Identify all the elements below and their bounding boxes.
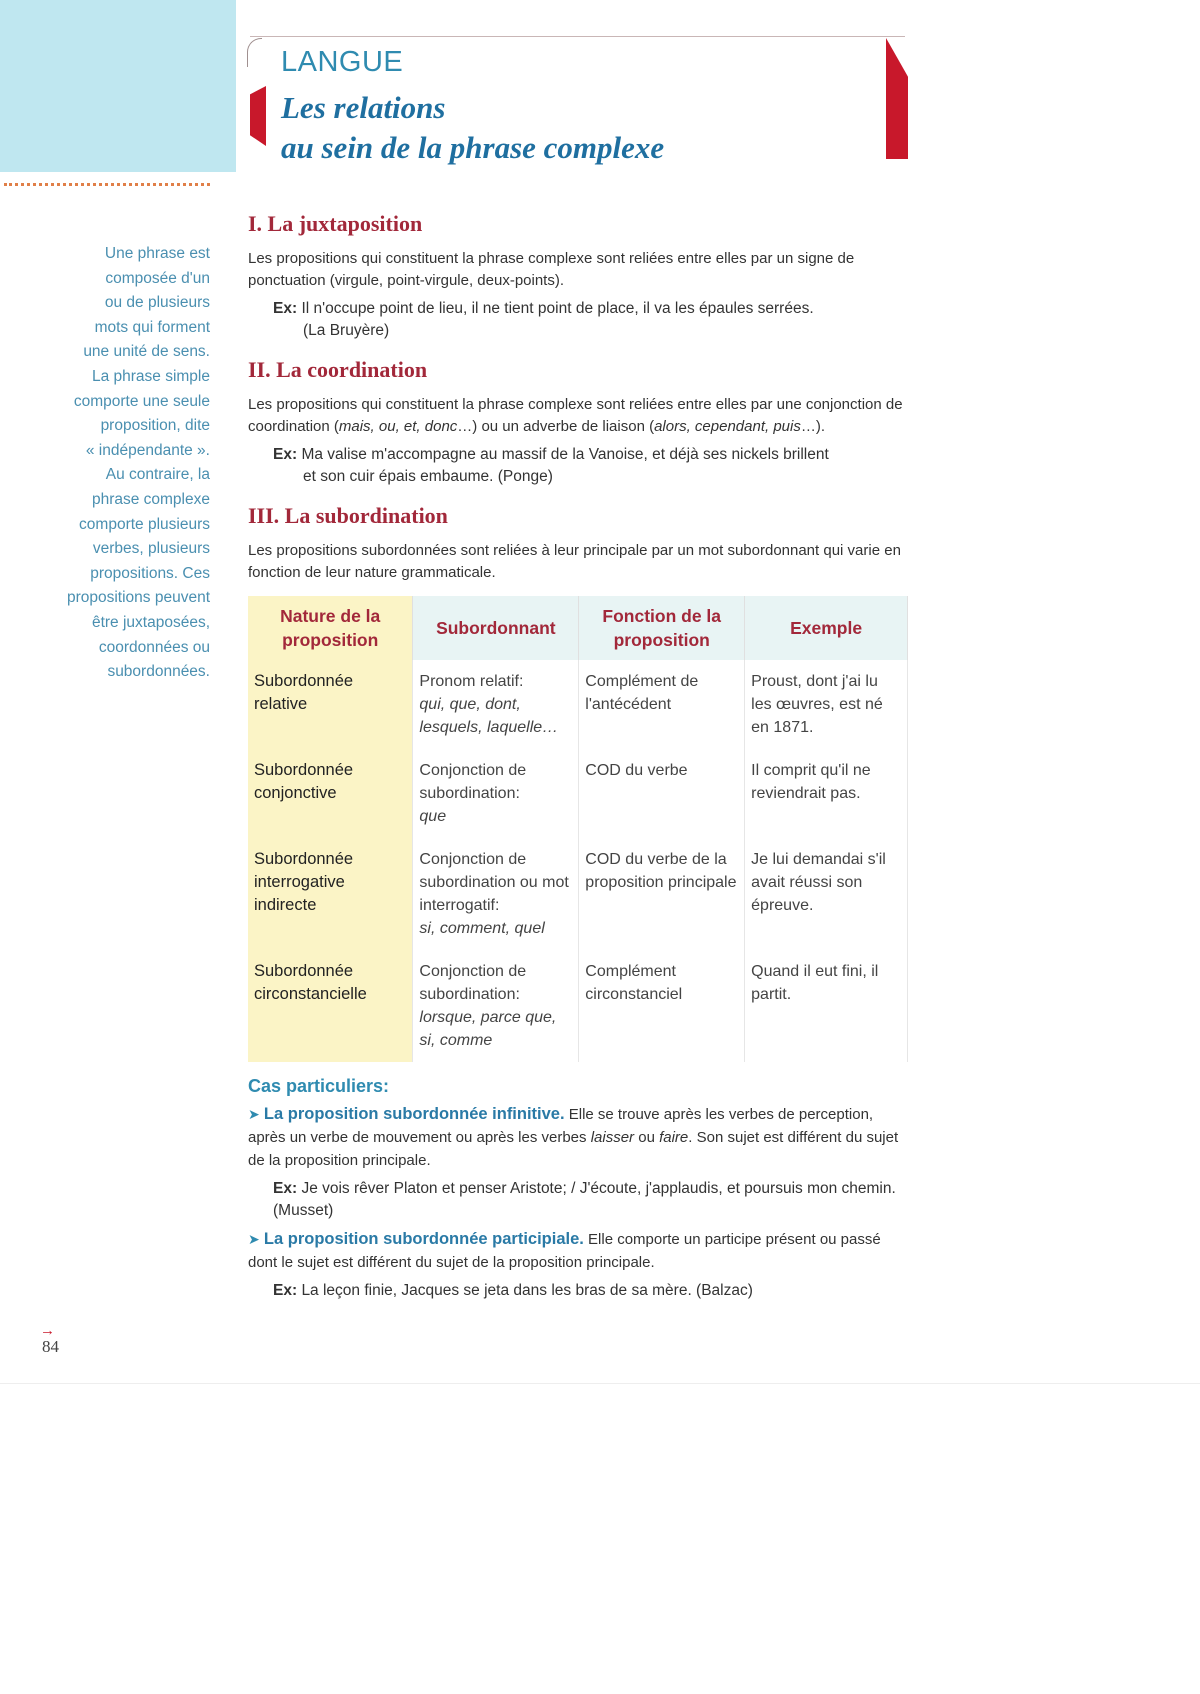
table-row [248,838,908,950]
example-text: Il n'occupe point de lieu, il ne tient point de place, il va les épaules serrées. [301,300,814,317]
exemple-cell: Il comprit qu'il ne reviendrait pas. [745,749,908,838]
arrow-icon: ➤ [248,1106,260,1122]
subordonnant-cell [413,749,579,838]
sidebar-line: comporte plusieurs [79,515,210,533]
participiale-example [248,1280,908,1302]
sidebar-line: mots qui forment [94,318,210,336]
subordonnant-cell [413,838,579,950]
sidebar-line: proposition, dite [100,417,210,435]
subordonnant-examples: qui, que, dont, lesquels, laquelle… [419,696,559,736]
infinitive-verb: laisser [590,1129,635,1146]
sidebar-line: composée d'un [105,269,210,287]
nature-cell: Subordonnée relative [248,660,413,749]
table-row [248,660,908,749]
coordination-example [248,444,908,488]
exemple-cell: Je lui demandai s'il avait réussi son épreuve. [745,838,908,950]
example-text: Ma valise m'accompagne au massif de la Vanoise, et déjà ses nickels brillent [301,446,829,463]
sidebar-line: ou de plusieurs [104,294,210,312]
participiale-item [248,1228,908,1274]
sidebar-line: verbes, plusieurs [92,540,210,558]
heading-juxtaposition: I. La juxtaposition [248,211,423,236]
table-row [248,950,908,1062]
sidebar-line: La phrase simple [91,367,210,385]
infinitive-text: ou [634,1129,660,1146]
coordination-adverbs: alors, cependant, puis [654,418,801,435]
fonction-cell: Complément circonstanciel [579,950,745,1062]
sidebar-definition [0,242,210,685]
sidebar-line: propositions peuvent [66,589,210,607]
arrow-icon: ➤ [248,1231,260,1247]
subordination-table [248,596,908,1062]
infinitive-text: . Son sujet est différent du sujet de la proposition principale. [248,1129,899,1169]
heading-coordination: II. La coordination [248,357,428,382]
coordination-text-part: …) ou un adverbe de liaison ( [457,418,655,435]
subordonnant-text: Conjonction de subordination ou mot interrogatif: [419,851,569,914]
juxtaposition-text: Les propositions qui constituent la phrase complexe sont reliées entre elles par un signe de ponctuation (virgule, point-virgule, deux-points). [248,250,855,289]
subordonnant-examples: que [419,808,447,825]
title-line-1: Les relations [281,90,446,125]
exemple-cell: Proust, dont j'ai lu les œuvres, est né en 1871. [745,660,908,749]
infinitive-verb: faire [659,1129,689,1146]
subordonnant-text: Pronom relatif: [419,673,524,690]
table-header-row [248,596,908,660]
example-text: La leçon finie, Jacques se jeta dans les bras de sa mère. (Balzac) [301,1282,753,1299]
page-arrow-icon: → [40,1322,55,1339]
sidebar-line: propositions. Ces [90,564,210,582]
section-label: LANGUE [281,46,404,78]
infinitive-lead: La proposition subordonnée infinitive. [263,1105,565,1123]
nature-cell: Subordonnée conjonctive [248,749,413,838]
fonction-cell: Complément de l'antécédent [579,660,745,749]
nature-cell: Subordonnée circonstancielle [248,950,413,1062]
coordination-conjunctions: mais, ou, et, donc [338,418,458,435]
sidebar-line: Une phrase est [104,245,210,262]
main-content [248,210,908,1302]
title-line-2: au sein de la phrase complexe [281,130,665,165]
column-header: Nature de la proposition [248,596,413,660]
coordination-text [248,394,908,438]
column-header: Exemple [745,596,908,660]
fonction-cell: COD du verbe de la proposition principale [579,838,745,950]
participiale-lead: La proposition subordonnée participiale. [263,1230,584,1248]
column-header: Subordonnant [413,596,579,660]
page-bottom-edge [0,1383,1200,1384]
sidebar-line: phrase complexe [91,490,210,508]
special-cases-title: Cas particuliers: [248,1076,390,1096]
subordonnant-text: Conjonction de subordination: [419,963,527,1003]
table-row [248,749,908,838]
infinitive-item [248,1103,908,1172]
example-source: et son cuir épais embaume. (Ponge) [303,468,553,485]
subordination-text: Les propositions subordonnées sont reliées à leur principale par un mot subordonnant qui varie en fonction de leur nature grammaticale. [248,542,901,581]
subordonnant-text: Conjonction de subordination: [419,762,527,802]
infinitive-example [248,1178,908,1222]
subordonnant-cell [413,660,579,749]
coordination-text-part: Les propositions qui constituent la phrase complexe sont reliées entre elles par une conjonction de coordination ( [248,396,903,435]
fonction-cell: COD du verbe [579,749,745,838]
subordonnant-examples: lorsque, parce que, si, comme [419,1009,557,1049]
sidebar-line: comporte une seule [73,392,210,410]
nature-cell: Subordonnée interrogative indirecte [248,838,413,950]
heading-subordination: III. La subordination [248,503,448,528]
sidebar-line: subordonnées. [107,663,210,681]
example-source: (La Bruyère) [303,322,390,339]
example-label: Ex: [273,1282,298,1299]
example-text: Je vois rêver Platon et penser Aristote; / J'écoute, j'applaudis, et poursuis mon chemin. (Musset) [273,1180,896,1219]
sidebar-line: coordonnées ou [98,638,210,656]
example-label: Ex: [273,1180,298,1197]
column-header: Fonction de la proposition [579,596,745,660]
example-label: Ex: [273,446,298,463]
subordonnant-cell [413,950,579,1062]
sidebar-line: une unité de sens. [83,343,210,361]
decorative-blue-box [0,0,236,172]
coordination-text-part: …). [800,418,826,435]
exemple-cell: Quand il eut fini, il partit. [745,950,908,1062]
juxtaposition-example [248,298,908,342]
header-arc [247,38,262,67]
sidebar-line: Au contraire, la [105,466,210,484]
infinitive-text: Elle se trouve après les verbes de perception, après un verbe de mouvement ou après les verbes [248,1106,874,1146]
sidebar-line: « indépendante ». [85,441,210,459]
page-title [281,88,664,168]
dotted-divider [4,183,210,186]
subordonnant-examples: si, comment, quel [419,920,545,937]
sidebar-line: être juxtaposées, [91,613,210,631]
example-label: Ex: [273,300,298,317]
participiale-text: Elle comporte un participe présent ou passé dont le sujet est différent du sujet de la proposition principale. [248,1231,881,1271]
page-number: 84 [42,1337,59,1356]
